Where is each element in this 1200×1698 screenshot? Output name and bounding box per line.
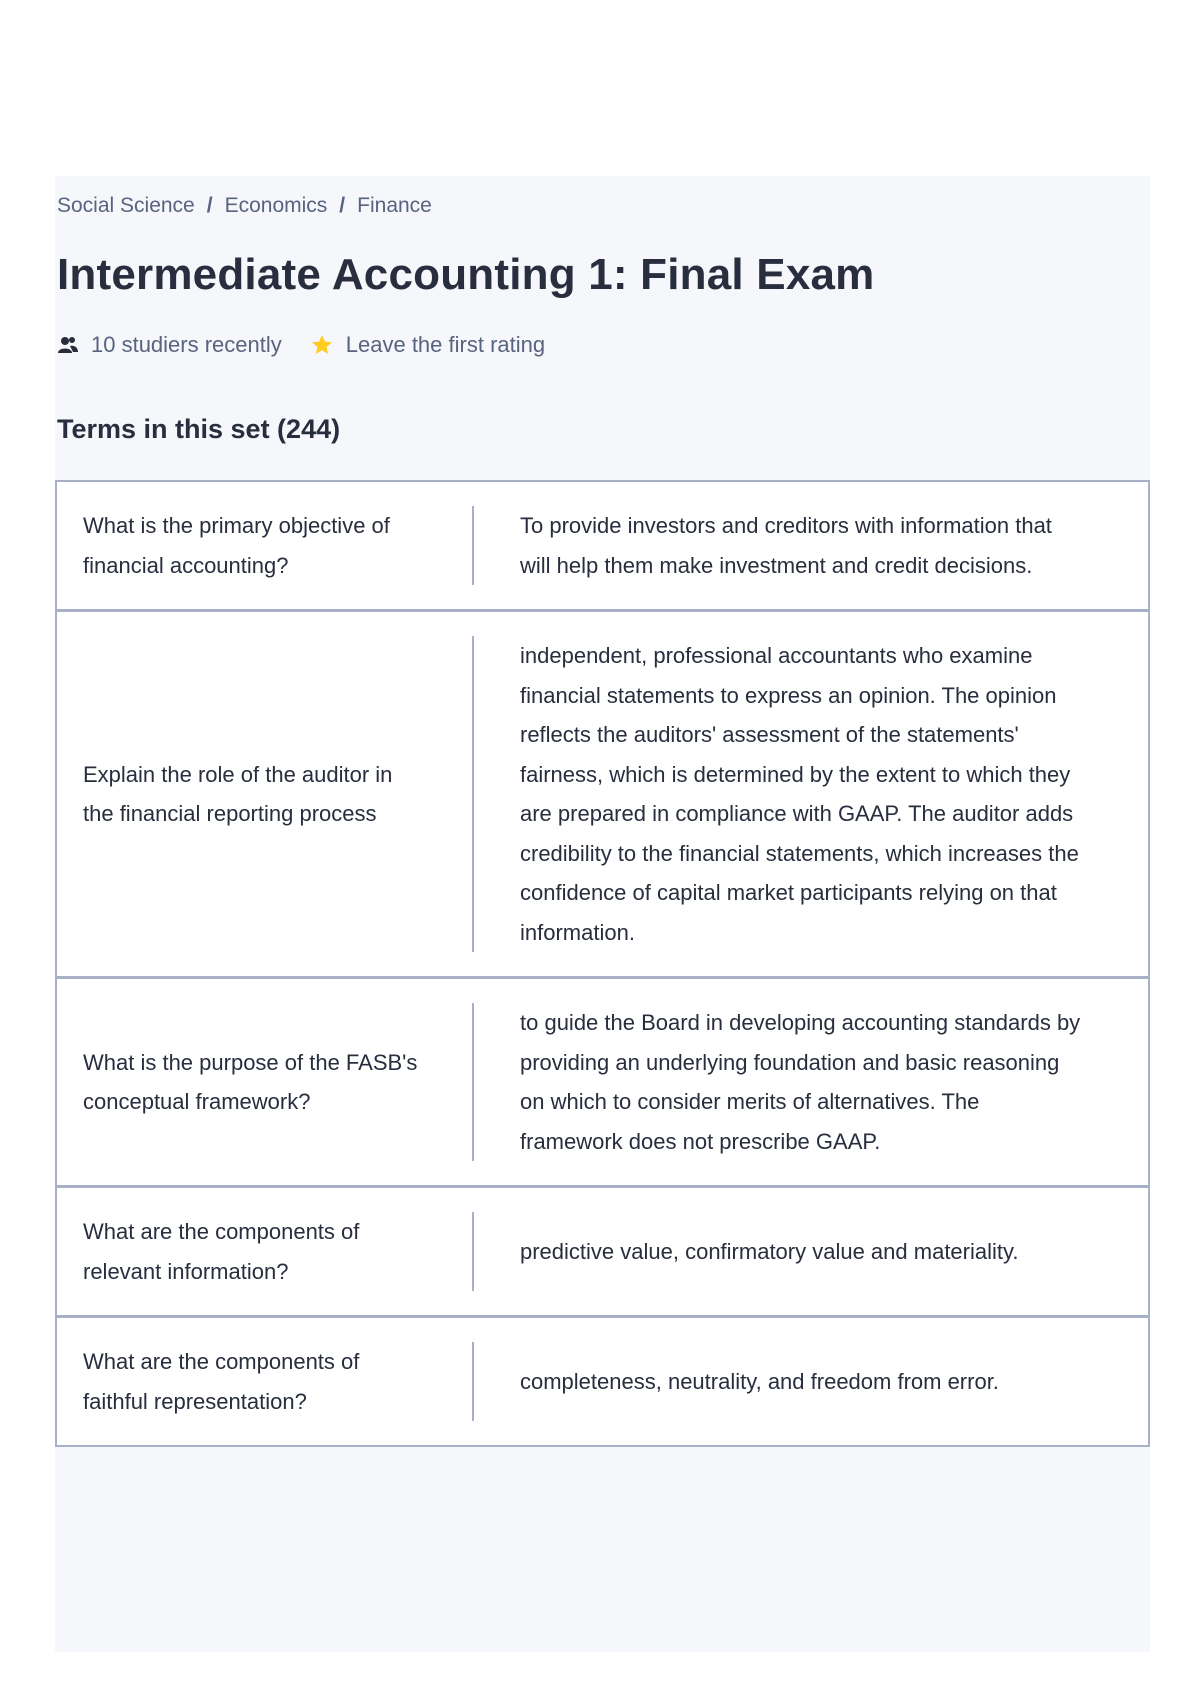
term-word: What are the components of faithful representation? bbox=[83, 1349, 360, 1414]
term-definition: To provide investors and creditors with information that will help them make investment and credit decisions. bbox=[520, 513, 1052, 578]
studiers-count: 10 studiers recently bbox=[91, 332, 282, 357]
breadcrumb-item-economics[interactable]: Economics bbox=[224, 194, 328, 217]
breadcrumb-item-social-science[interactable]: Social Science bbox=[57, 194, 195, 217]
terms-list bbox=[55, 480, 1150, 1447]
term-row[interactable] bbox=[57, 482, 1148, 612]
term-row[interactable] bbox=[57, 979, 1148, 1188]
term-row[interactable] bbox=[57, 1188, 1148, 1318]
term-definition: completeness, neutrality, and freedom from error. bbox=[520, 1368, 999, 1394]
term-word: What is the purpose of the FASB's conceptual framework? bbox=[83, 1049, 418, 1114]
breadcrumb-separator: / bbox=[206, 194, 213, 217]
term-definition: predictive value, confirmatory value and materiality. bbox=[520, 1238, 1019, 1264]
users-icon bbox=[57, 334, 79, 356]
breadcrumb-item-finance[interactable]: Finance bbox=[357, 194, 432, 217]
term-row[interactable] bbox=[57, 612, 1148, 979]
breadcrumb bbox=[57, 194, 432, 218]
page-title: Intermediate Accounting 1: Final Exam bbox=[57, 250, 875, 299]
term-row[interactable] bbox=[57, 1318, 1148, 1445]
terms-heading: Terms in this set (244) bbox=[57, 414, 341, 444]
leave-rating-link[interactable]: Leave the first rating bbox=[345, 332, 546, 357]
term-word: Explain the role of the auditor in the financial reporting process bbox=[83, 761, 393, 826]
star-icon bbox=[310, 333, 334, 357]
set-meta bbox=[57, 332, 545, 358]
study-set-page bbox=[55, 176, 1150, 1652]
breadcrumb-separator: / bbox=[339, 194, 346, 217]
term-definition: to guide the Board in developing accounting standards by providing an underlying foundation and basic reasoning on which to consider merits of alternatives. The framework does not prescribe GAAP. bbox=[520, 1010, 1081, 1154]
term-definition: independent, professional accountants who examine financial statements to express an opinion. The opinion reflects the auditors' assessment of the statements' fairness, which is determined by the extent to which they are prepared in compliance with GAAP. The auditor adds credibility to the financial statements, which increases the confidence of capital market participants relying on that information. bbox=[520, 643, 1079, 945]
term-word: What are the components of relevant information? bbox=[83, 1219, 360, 1284]
term-word: What is the primary objective of financial accounting? bbox=[83, 513, 390, 578]
